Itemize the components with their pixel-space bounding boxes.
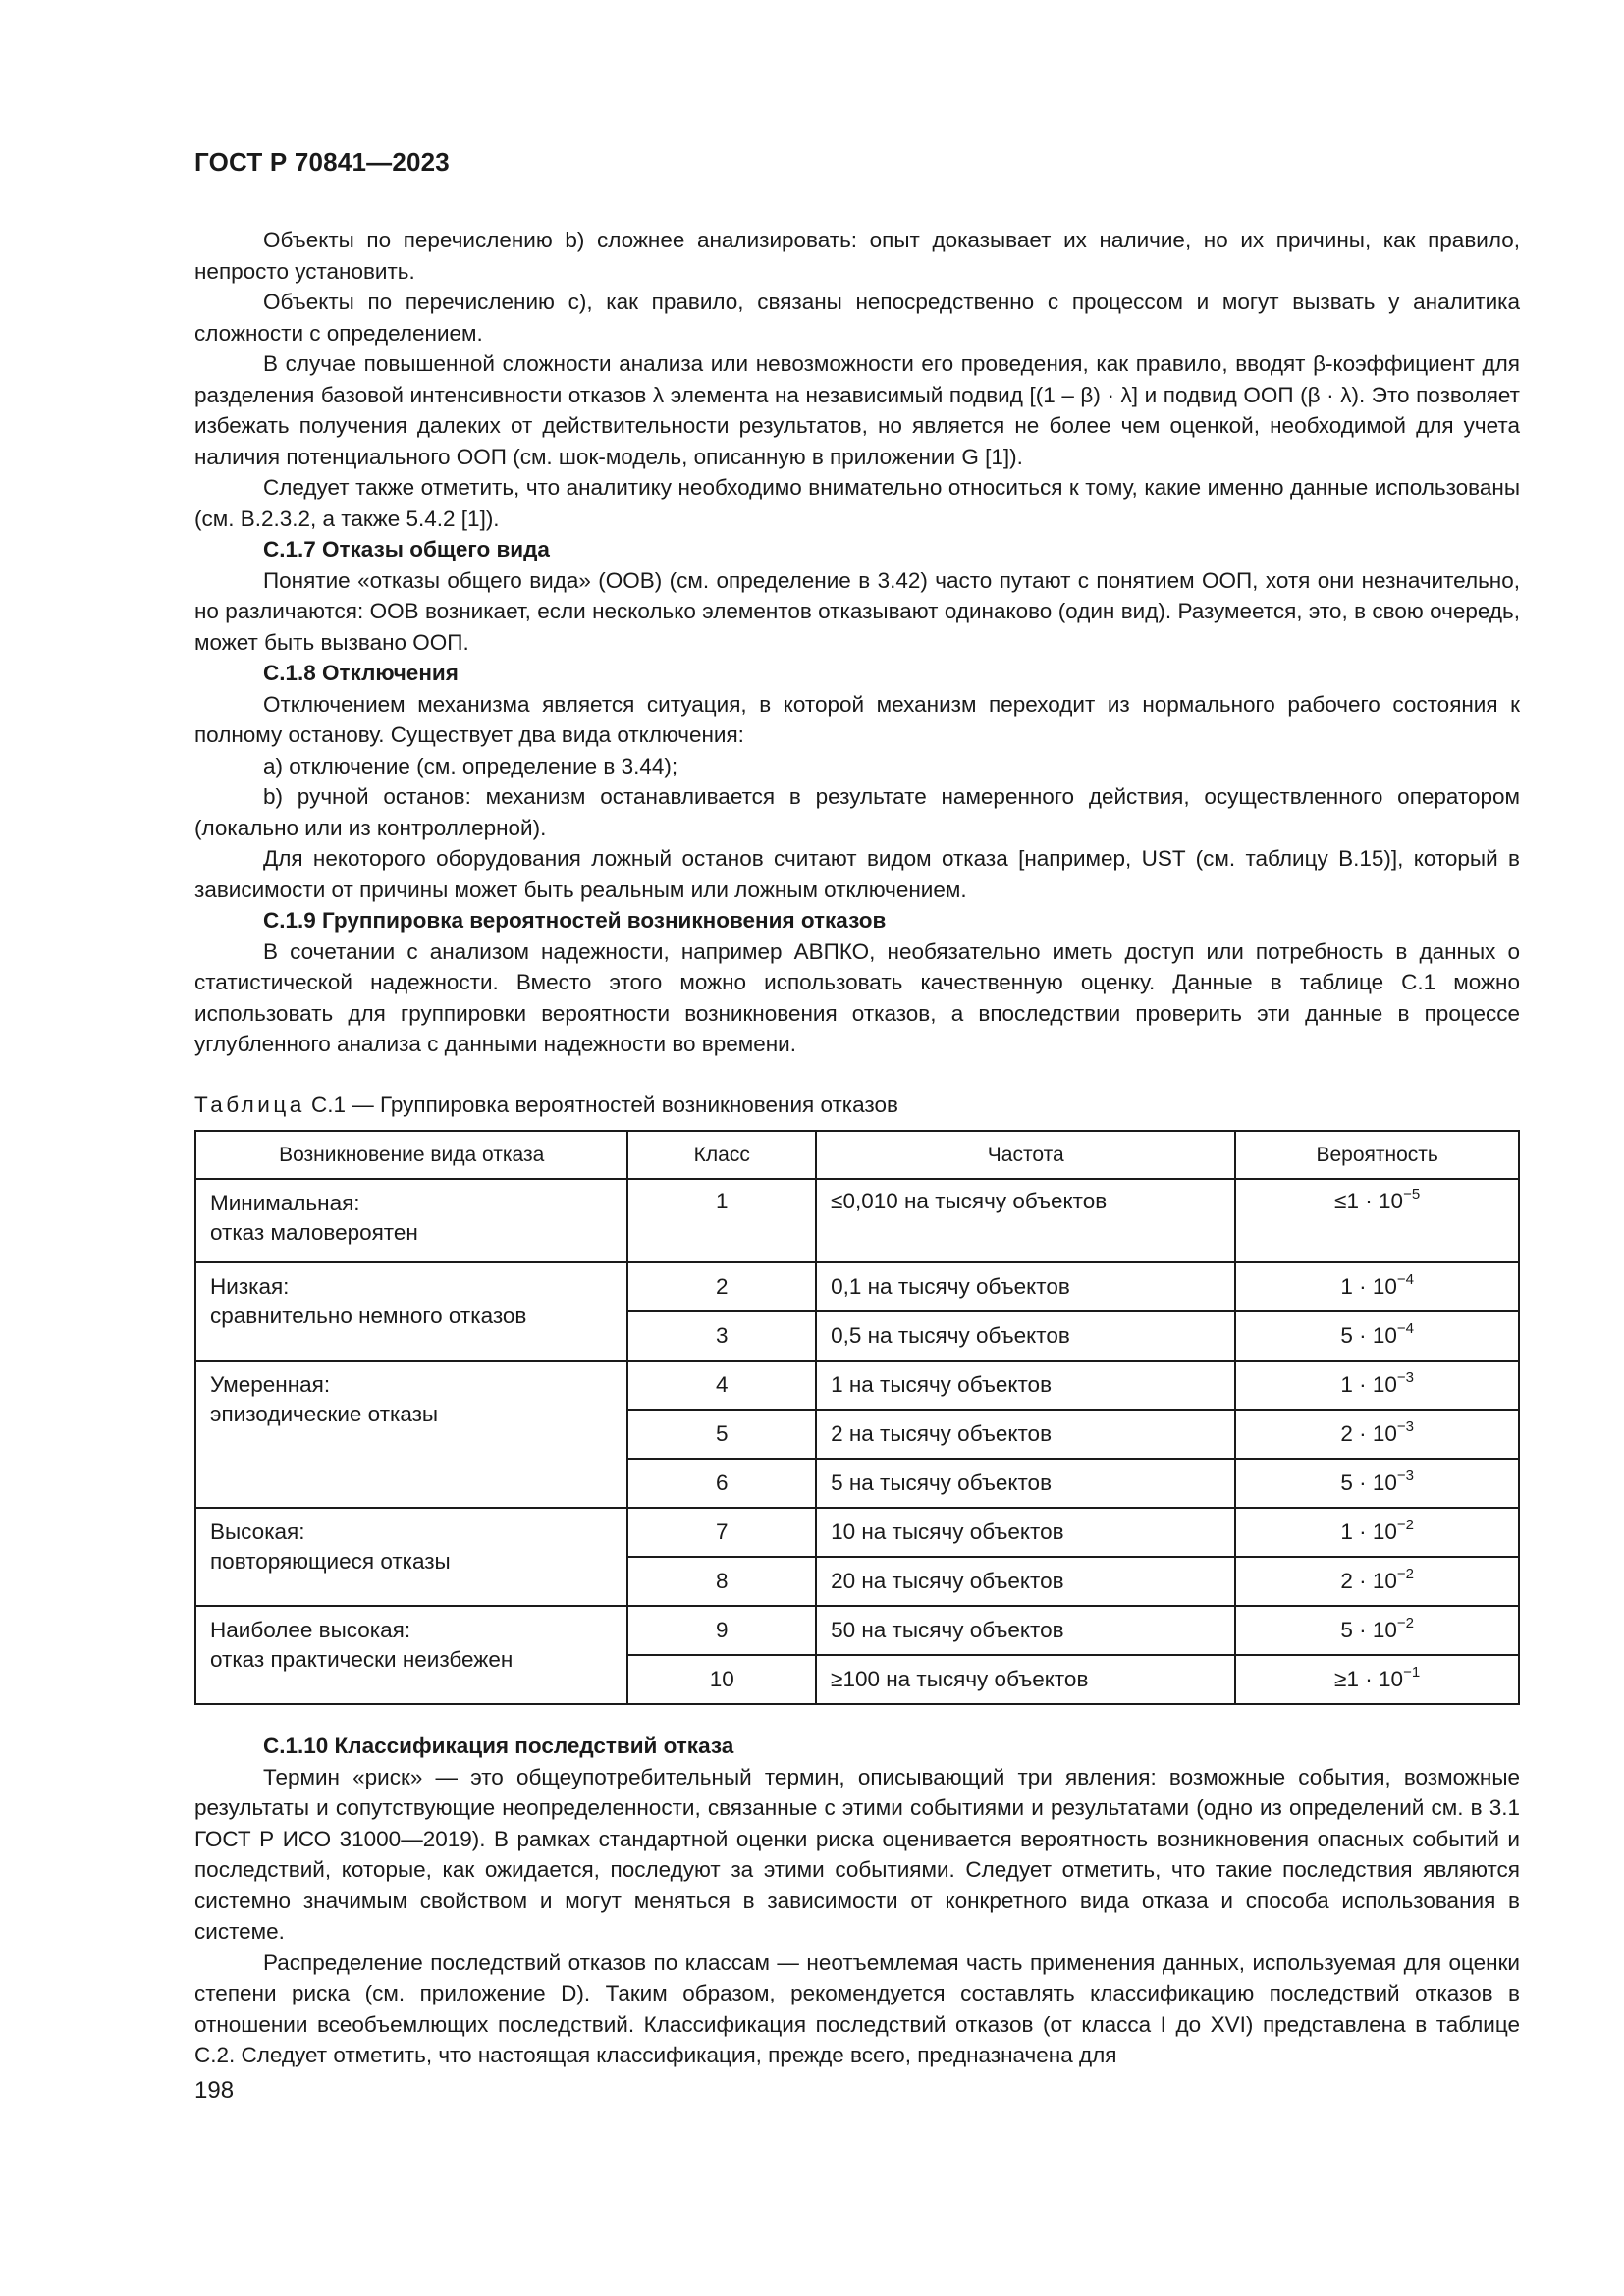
table-row [195,1262,1519,1311]
document-header: ГОСТ Р 70841—2023 [194,147,450,177]
probability-exponent: −2 [1396,1516,1414,1533]
body-text-bottom [194,1731,1520,2071]
section-heading: С.1.8 Отключения [263,661,459,685]
paragraph: Объекты по перечислению b) сложнее анализировать: опыт доказывает их наличие, но их причины, как правило, непросто установить. [194,228,1520,284]
table-body [195,1179,1519,1704]
frequency-cell: 2 на тысячу объектов [816,1410,1235,1459]
header-class: Класс [627,1131,816,1179]
class-cell: 5 [627,1410,816,1459]
probability-mantissa: 5 · 10 [1340,1470,1397,1495]
probability-mantissa: 2 · 10 [1340,1421,1397,1446]
section-heading: С.1.7 Отказы общего вида [263,537,550,561]
paragraph: a) отключение (см. определение в 3.44); [263,753,678,778]
section-heading: С.1.9 Группировка вероятностей возникновения отказов [263,908,887,933]
paragraph: Отключением механизма является ситуация, в которой механизм переходит из нормального рабочего состояния к полному останову. Существует два вида отключения: [194,691,1520,747]
table-row [195,1606,1519,1655]
paragraph: Объекты по перечислению с), как правило, связаны непосредственно с процессом и могут вызвать у аналитика сложности с определением. [194,290,1520,346]
header-probability: Вероятность [1235,1131,1519,1179]
probability-mantissa: 1 · 10 [1340,1520,1397,1544]
probability-cell [1235,1361,1519,1410]
probability-mantissa: 2 · 10 [1340,1569,1397,1593]
frequency-cell: ≥100 на тысячу объектов [816,1655,1235,1704]
probability-exponent: −2 [1396,1565,1414,1582]
probability-mantissa: 5 · 10 [1340,1618,1397,1642]
category-description: отказ маловероятен [210,1220,418,1245]
body-text-top [194,225,1520,1060]
category-description: отказ практически неизбежен [210,1647,514,1672]
paragraph: В случае повышенной сложности анализа или невозможности его проведения, как правило, вводят β-коэффициент для разделения базовой интенсивности отказов λ элемента на независимый подвид [(1 – β) · λ] и подвид ООП (β · λ). Это позволяет избежать получения далеких от действительности результатов, но является не более чем оценкой, необходимой для учета наличия потенциального ООП (см. шок-модель, описанную в приложении G [1]). [194,351,1520,469]
class-cell: 9 [627,1606,816,1655]
category-description: эпизодические отказы [210,1402,439,1426]
occurrence-category-cell [195,1262,627,1361]
header-frequency: Частота [816,1131,1235,1179]
probability-cell [1235,1508,1519,1557]
occurrence-category-cell [195,1361,627,1508]
probability-cell [1235,1606,1519,1655]
probability-exponent: −2 [1396,1614,1414,1631]
class-cell: 2 [627,1262,816,1311]
frequency-cell: 0,5 на тысячу объектов [816,1311,1235,1361]
probability-cell [1235,1262,1519,1311]
probability-mantissa: 1 · 10 [1340,1274,1397,1299]
class-cell: 10 [627,1655,816,1704]
table-row [195,1508,1519,1557]
class-cell: 7 [627,1508,816,1557]
section-heading: С.1.10 Классификация последствий отказа [263,1734,734,1758]
probability-exponent: −4 [1396,1270,1414,1288]
paragraph: Термин «риск» — это общеупотребительный термин, описывающий три явления: возможные события, возможные результаты и сопутствующие неопределенности, связанные с этими событиями и результатами (одно из определений см. в 3.1 ГОСТ Р ИСО 31000—2019). В рамках стандартной оценки риска оценивается вероятность возникновения опасных событий и последствий, которые, как ожидается, последуют за этими событиями. Следует отметить, что такие последствия являются системно значимым свойством и могут меняться в зависимости от конкретного вида отказа и способа использования в системе. [194,1764,1520,1944]
class-cell: 3 [627,1311,816,1361]
table-caption [194,1090,1520,1121]
table-caption-prefix: Таблица [194,1092,305,1117]
table-row [195,1179,1519,1262]
category-level: Наиболее высокая: [210,1618,411,1642]
probability-cell [1235,1410,1519,1459]
frequency-cell: 1 на тысячу объектов [816,1361,1235,1410]
category-level: Низкая: [210,1274,290,1299]
category-description: повторяющиеся отказы [210,1549,451,1574]
paragraph: Для некоторого оборудования ложный останов считают видом отказа [например, UST (см. таблицу В.15)], который в зависимости от причины может быть реальным или ложным отключением. [194,846,1520,902]
paragraph: Понятие «отказы общего вида» (ООВ) (см. определение в 3.42) часто путают с понятием ООП, хотя они незначительно, но различаются: ООВ возникает, если несколько элементов отказывают одинаково (один вид). Разумеется, это, в свою очередь, может быть вызвано ООП. [194,567,1520,655]
table-caption-title: С.1 — Группировка вероятностей возникновения отказов [304,1092,898,1117]
probability-mantissa: ≤1 · 10 [1334,1189,1404,1213]
category-description: сравнительно немного отказов [210,1304,527,1328]
probability-cell [1235,1459,1519,1508]
page-number: 198 [194,2076,235,2104]
frequency-cell: 10 на тысячу объектов [816,1508,1235,1557]
paragraph: b) ручной останов: механизм останавливается в результате намеренного действия, осуществленного оператором (локально или из контроллерной). [194,784,1520,840]
frequency-cell: 20 на тысячу объектов [816,1557,1235,1606]
occurrence-category-cell [195,1179,627,1262]
probability-mantissa: 1 · 10 [1340,1372,1397,1397]
class-cell: 6 [627,1459,816,1508]
probability-exponent: −3 [1396,1467,1414,1484]
probability-cell [1235,1179,1519,1262]
occurrence-category-cell [195,1606,627,1704]
paragraph: Распределение последствий отказов по классам — неотъемлемая часть применения данных, используемая для оценки степени риска (см. приложение D). Таким образом, рекомендуется составлять классификацию последствий отказов в отношении всеобъемлющих последствий. Классификация последствий отказов (от класса I до XVI) представлена в таблице С.2. Следует отметить, что настоящая классификация, прежде всего, предназначена для [194,1949,1520,2067]
paragraph: Следует также отметить, что аналитику необходимо внимательно относиться к тому, какие именно данные использованы (см. В.2.3.2, а также 5.4.2 [1]). [194,475,1520,531]
document-page [194,147,1520,2105]
probability-mantissa: ≥1 · 10 [1334,1667,1404,1691]
category-level: Умеренная: [210,1372,331,1397]
probability-exponent: −1 [1403,1663,1421,1681]
table-row [195,1361,1519,1410]
frequency-cell: 0,1 на тысячу объектов [816,1262,1235,1311]
probability-exponent: −5 [1403,1185,1421,1202]
probability-exponent: −4 [1396,1319,1414,1337]
probability-cell [1235,1311,1519,1361]
class-cell: 4 [627,1361,816,1410]
probability-cell [1235,1557,1519,1606]
probability-exponent: −3 [1396,1417,1414,1435]
occurrence-category-cell [195,1508,627,1606]
header-occurrence: Возникновение вида отказа [195,1131,627,1179]
frequency-cell: 50 на тысячу объектов [816,1606,1235,1655]
category-level: Высокая: [210,1520,305,1544]
probability-exponent: −3 [1396,1368,1414,1386]
category-level: Минимальная: [210,1191,360,1215]
probability-cell [1235,1655,1519,1704]
probability-mantissa: 5 · 10 [1340,1323,1397,1348]
paragraph: В сочетании с анализом надежности, например АВПКО, необязательно иметь доступ или потребность в данных о статистической надежности. Вместо этого можно использовать качественную оценку. Данные в таблице С.1 можно использовать для группировки вероятности возникновения отказов, а впоследствии проверить эти данные в процессе углубленного анализа с данными надежности во времени. [194,938,1520,1056]
failure-probability-table [194,1130,1520,1705]
frequency-cell: ≤0,010 на тысячу объектов [816,1179,1235,1262]
class-cell: 1 [627,1179,816,1262]
table-header-row [195,1131,1519,1179]
frequency-cell: 5 на тысячу объектов [816,1459,1235,1508]
class-cell: 8 [627,1557,816,1606]
